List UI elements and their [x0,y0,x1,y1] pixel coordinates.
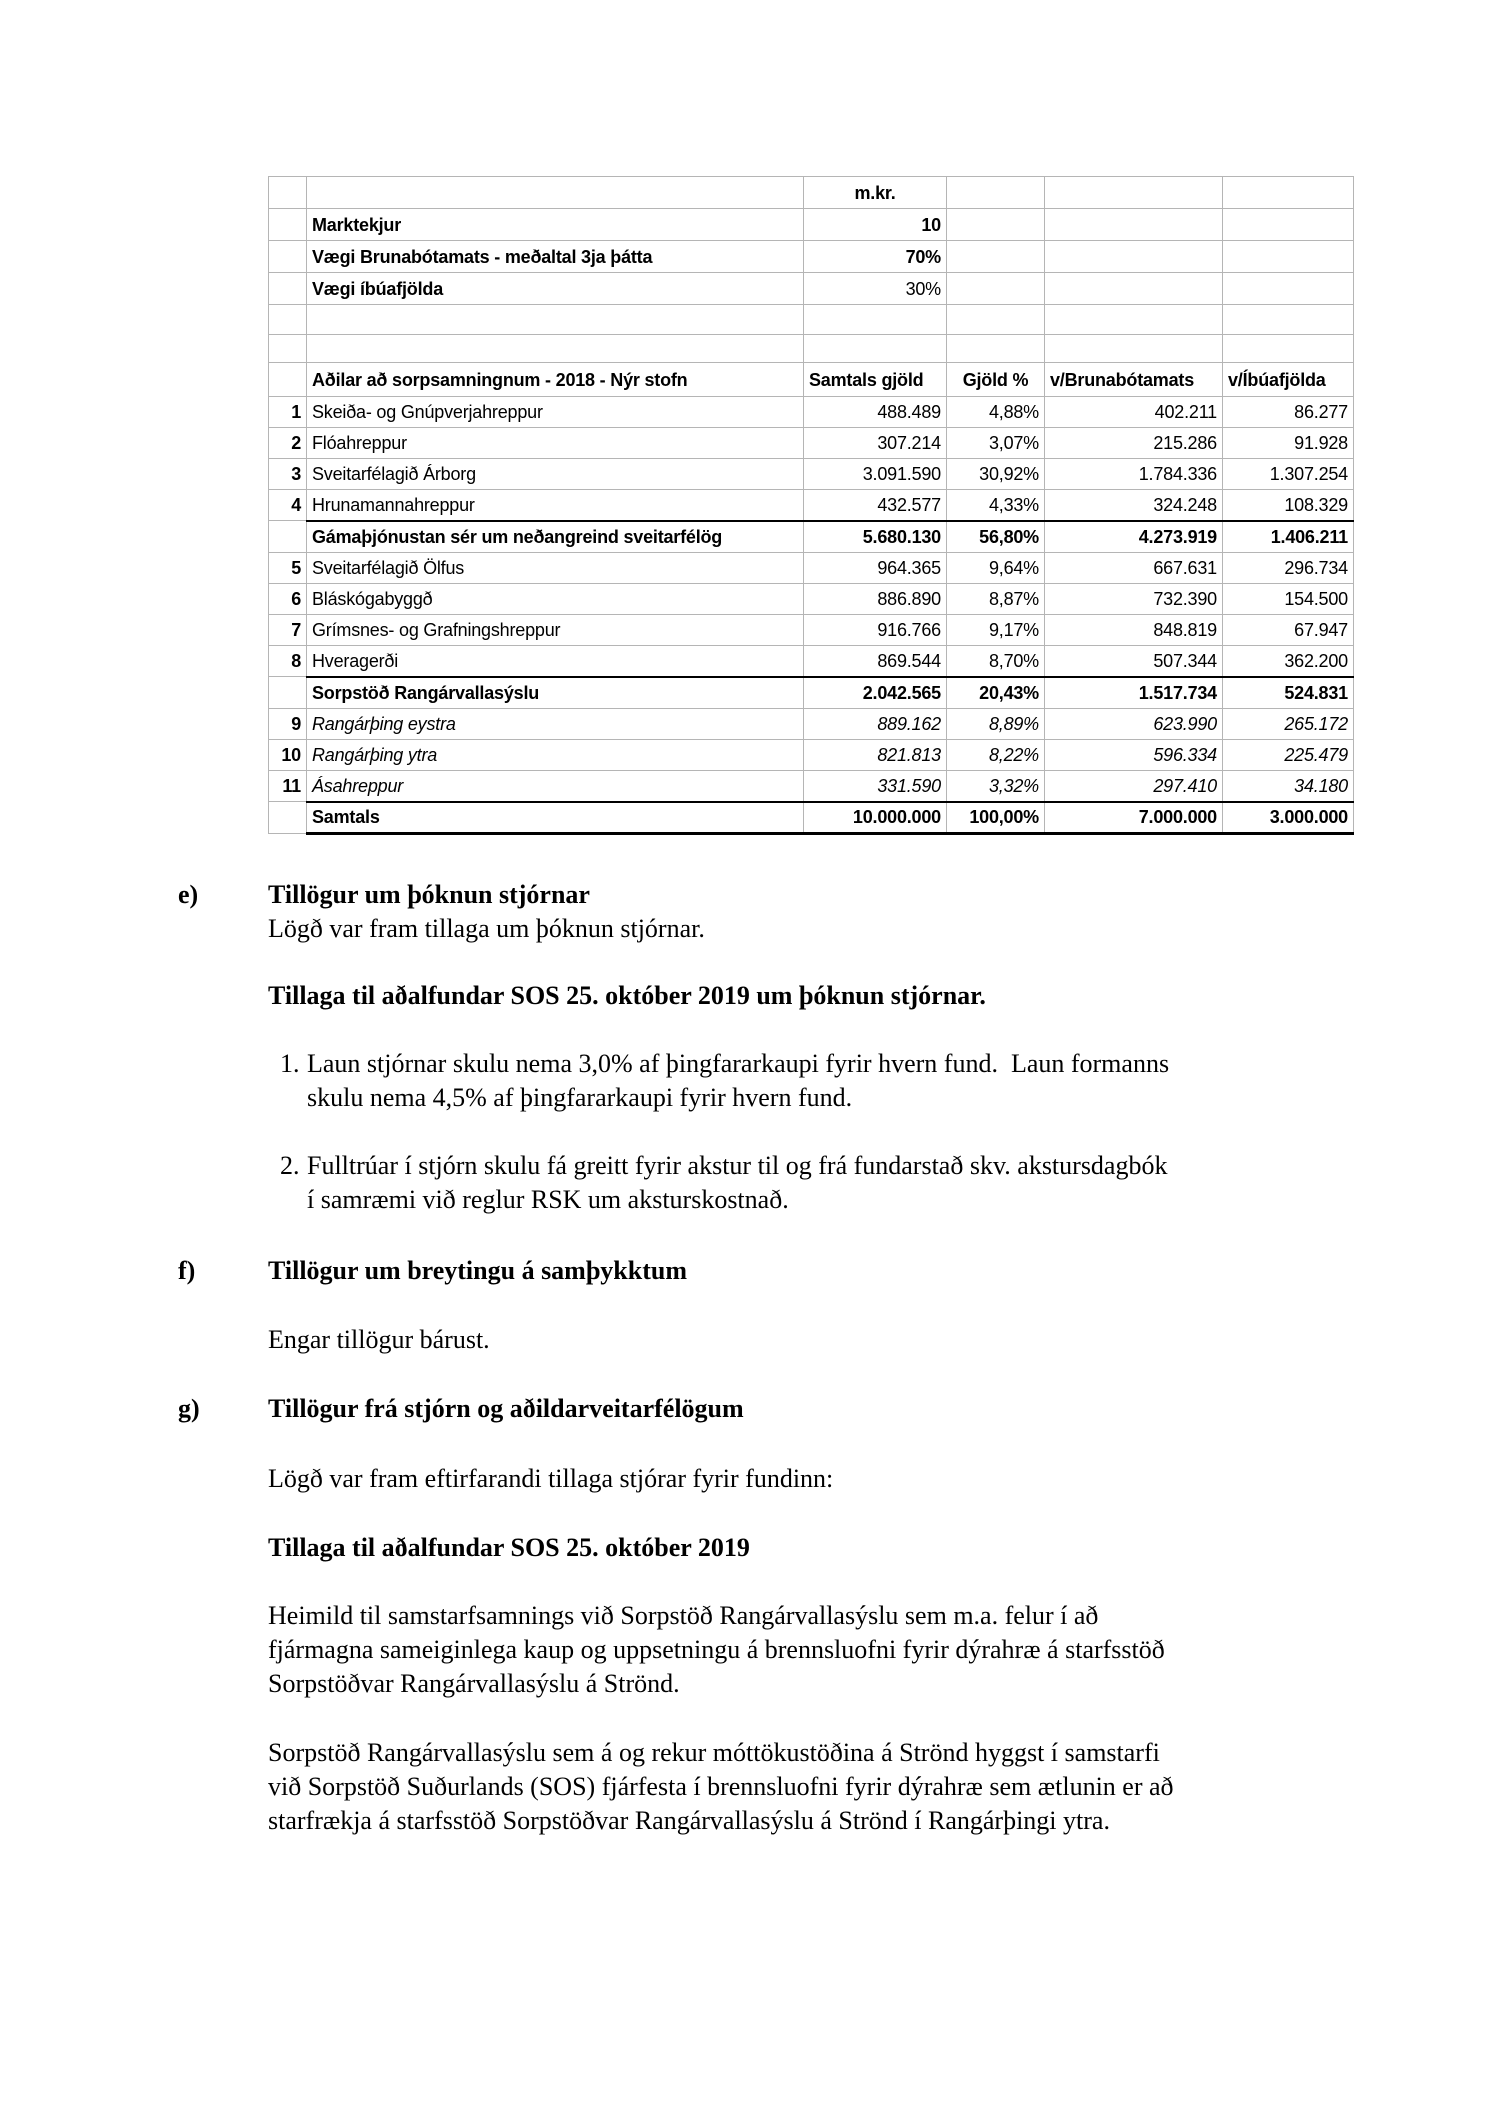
brunabotamat-cell: 667.631 [1045,553,1223,584]
gjold-pct-cell: 8,89% [947,709,1045,740]
municipality-cell: Skeiða- og Gnúpverjahreppur [307,397,804,428]
samtals-gjold-cell: 10.000.000 [804,802,947,834]
parameter-label-cell: Marktekjur [307,209,804,241]
section-g-intro: Lögð var fram eftirfarandi tillaga stjórar fyrir fundinn: [268,1464,834,1493]
empty-cell [269,335,307,363]
municipality-cell: Gámaþjónustan sér um neðangreind sveitarfélög [307,521,804,553]
section-letter-g: g) [178,1394,200,1423]
municipality-cell: Samtals [307,802,804,834]
row-number-cell [269,241,307,273]
ibuafjoldi-cell: 296.734 [1223,553,1354,584]
municipality-cell: Rangárþing eystra [307,709,804,740]
list-item-2-number: 2. [280,1151,300,1180]
brunabotamat-cell: 596.334 [1045,740,1223,771]
list-item-2-line-1: Fulltrúar í stjórn skulu fá greitt fyrir akstur til og frá fundarstað skv. akstursdagbók [307,1151,1168,1180]
list-item-2 [280,1149,1167,1217]
empty-cell [804,335,947,363]
unit-header-cell: m.kr. [804,177,947,209]
empty-cell [269,305,307,335]
brunabotamat-cell: 297.410 [1045,771,1223,802]
section-g-paragraph-2 [268,1736,1174,1838]
brunabotamat-cell: 7.000.000 [1045,802,1223,834]
row-number-cell: 3 [269,459,307,490]
section-letter-f: f) [178,1256,196,1285]
row-number-cell [269,177,307,209]
parameter-label-cell: Vægi íbúafjölda [307,273,804,305]
row-number-cell [269,521,307,553]
samtals-gjold-cell: 3.091.590 [804,459,947,490]
column-header-gjold-pct: Gjöld % [947,363,1045,397]
gjold-pct-cell: 3,32% [947,771,1045,802]
section-title-f: Tillögur um breytingu á samþykktum [268,1256,687,1285]
samtals-gjold-cell: 432.577 [804,490,947,521]
gjold-pct-cell: 4,33% [947,490,1045,521]
brunabotamat-cell: 324.248 [1045,490,1223,521]
empty-cell [947,209,1045,241]
row-number-cell: 8 [269,646,307,677]
samtals-gjold-cell: 916.766 [804,615,947,646]
gjold-pct-cell: 9,64% [947,553,1045,584]
paragraph-line: fjármagna sameiginlega kaup og uppsetningu á brennsluofni fyrir dýrahræ á starfsstöð [268,1635,1165,1664]
brunabotamat-cell: 215.286 [1045,428,1223,459]
empty-cell [1223,241,1354,273]
gjold-pct-cell: 8,70% [947,646,1045,677]
empty-cell [307,335,804,363]
row-number-cell: 11 [269,771,307,802]
ibuafjoldi-cell: 225.479 [1223,740,1354,771]
brunabotamat-cell: 1.517.734 [1045,677,1223,709]
paragraph-line: við Sorpstöð Suðurlands (SOS) fjárfesta í brennsluofni fyrir dýrahræ sem ætlunin er að [268,1772,1174,1801]
ibuafjoldi-cell: 108.329 [1223,490,1354,521]
gjold-pct-cell: 8,87% [947,584,1045,615]
gjold-pct-cell: 8,22% [947,740,1045,771]
section-e-proposal-heading: Tillaga til aðalfundar SOS 25. október 2019 um þóknun stjórnar. [268,981,986,1010]
section-g-proposal-heading: Tillaga til aðalfundar SOS 25. október 2019 [268,1533,750,1562]
samtals-gjold-cell: 5.680.130 [804,521,947,553]
list-item-1-line-1: Laun stjórnar skulu nema 3,0% af þingfararkaupi fyrir hvern fund. Laun formanns [307,1049,1170,1078]
section-g-paragraph-1 [268,1599,1165,1701]
row-number-cell [269,802,307,834]
empty-cell [947,177,1045,209]
row-number-cell: 9 [269,709,307,740]
section-letter-e: e) [178,880,199,909]
row-number-cell: 10 [269,740,307,771]
empty-cell [1045,273,1223,305]
column-header-brunabotamat: v/Brunabótamats [1045,363,1223,397]
empty-cell [947,335,1045,363]
gjold-pct-cell: 100,00% [947,802,1045,834]
ibuafjoldi-cell: 265.172 [1223,709,1354,740]
brunabotamat-cell: 848.819 [1045,615,1223,646]
paragraph-line: starfrækja á starfsstöð Sorpstöðvar Rangárvallasýslu á Strönd í Rangárþingi ytra. [268,1806,1110,1835]
gjold-pct-cell: 3,07% [947,428,1045,459]
paragraph-line: Heimild til samstarfsamnings við Sorpstöð Rangárvallasýslu sem m.a. felur í að [268,1601,1099,1630]
municipality-cell: Hrunamannahreppur [307,490,804,521]
list-item-2-line-2: í samræmi við reglur RSK um aksturskostnað. [307,1185,789,1214]
paragraph-line: Sorpstöð Rangárvallasýslu sem á og rekur móttökustöðina á Strönd hyggst í samstarfi [268,1738,1160,1767]
gjold-pct-cell: 56,80% [947,521,1045,553]
parameter-value-cell: 30% [804,273,947,305]
empty-cell [1223,335,1354,363]
ibuafjoldi-cell: 524.831 [1223,677,1354,709]
ibuafjoldi-cell: 91.928 [1223,428,1354,459]
parameter-value-cell: 70% [804,241,947,273]
ibuafjoldi-cell: 1.307.254 [1223,459,1354,490]
empty-cell [307,305,804,335]
paragraph-line: Sorpstöðvar Rangárvallasýslu á Strönd. [268,1669,680,1698]
gjold-pct-cell: 4,88% [947,397,1045,428]
empty-cell [1045,177,1223,209]
ibuafjoldi-cell: 362.200 [1223,646,1354,677]
municipality-cell: Bláskógabyggð [307,584,804,615]
empty-cell [1045,241,1223,273]
section-f-body: Engar tillögur bárust. [268,1325,490,1354]
empty-cell [307,177,804,209]
list-item-1-number: 1. [280,1049,300,1078]
parameter-value-cell: 10 [804,209,947,241]
empty-cell [1223,273,1354,305]
row-number-cell: 1 [269,397,307,428]
row-number-cell: 4 [269,490,307,521]
brunabotamat-cell: 4.273.919 [1045,521,1223,553]
row-number-cell: 7 [269,615,307,646]
list-item-1 [280,1047,1169,1115]
empty-cell [804,305,947,335]
samtals-gjold-cell: 488.489 [804,397,947,428]
ibuafjoldi-cell: 86.277 [1223,397,1354,428]
ibuafjoldi-cell: 3.000.000 [1223,802,1354,834]
samtals-gjold-cell: 869.544 [804,646,947,677]
ibuafjoldi-cell: 154.500 [1223,584,1354,615]
gjold-pct-cell: 9,17% [947,615,1045,646]
samtals-gjold-cell: 886.890 [804,584,947,615]
ibuafjoldi-cell: 1.406.211 [1223,521,1354,553]
brunabotamat-cell: 732.390 [1045,584,1223,615]
empty-cell [947,273,1045,305]
row-number-cell [269,677,307,709]
samtals-gjold-cell: 889.162 [804,709,947,740]
municipality-cell: Sorpstöð Rangárvallasýslu [307,677,804,709]
empty-cell [1223,209,1354,241]
section-e-intro: Lögð var fram tillaga um þóknun stjórnar. [268,914,705,943]
row-number-cell [269,363,307,397]
party-column-header: Aðilar að sorpsamningnum - 2018 - Nýr stofn [307,363,804,397]
ibuafjoldi-cell: 67.947 [1223,615,1354,646]
brunabotamat-cell: 402.211 [1045,397,1223,428]
empty-cell [1045,335,1223,363]
municipality-cell: Rangárþing ytra [307,740,804,771]
samtals-gjold-cell: 964.365 [804,553,947,584]
samtals-gjold-cell: 821.813 [804,740,947,771]
row-number-cell: 5 [269,553,307,584]
row-number-cell [269,273,307,305]
empty-cell [1223,305,1354,335]
ibuafjoldi-cell: 34.180 [1223,771,1354,802]
municipality-cell: Hveragerði [307,646,804,677]
row-number-cell [269,209,307,241]
municipality-cell: Sveitarfélagið Árborg [307,459,804,490]
column-header-samtals-gjold: Samtals gjöld [804,363,947,397]
municipality-cell: Ásahreppur [307,771,804,802]
samtals-gjold-cell: 331.590 [804,771,947,802]
samtals-gjold-cell: 307.214 [804,428,947,459]
section-title-g: Tillögur frá stjórn og aðildarveitarfélögum [268,1394,744,1423]
gjold-pct-cell: 20,43% [947,677,1045,709]
row-number-cell: 6 [269,584,307,615]
empty-cell [1045,305,1223,335]
samtals-gjold-cell: 2.042.565 [804,677,947,709]
empty-cell [947,241,1045,273]
empty-cell [1045,209,1223,241]
brunabotamat-cell: 507.344 [1045,646,1223,677]
section-title-e: Tillögur um þóknun stjórnar [268,880,590,909]
empty-cell [947,305,1045,335]
row-number-cell: 2 [269,428,307,459]
gjold-pct-cell: 30,92% [947,459,1045,490]
column-header-ibuafjoldi: v/Íbúafjölda [1223,363,1354,397]
brunabotamat-cell: 1.784.336 [1045,459,1223,490]
list-item-1-line-2: skulu nema 4,5% af þingfararkaupi fyrir hvern fund. [307,1083,853,1112]
empty-cell [1223,177,1354,209]
allocation-table-body [269,177,1354,834]
municipality-cell: Grímsnes- og Grafningshreppur [307,615,804,646]
allocation-table [268,176,1354,835]
brunabotamat-cell: 623.990 [1045,709,1223,740]
municipality-cell: Flóahreppur [307,428,804,459]
parameter-label-cell: Vægi Brunabótamats - meðaltal 3ja þátta [307,241,804,273]
municipality-cell: Sveitarfélagið Ölfus [307,553,804,584]
